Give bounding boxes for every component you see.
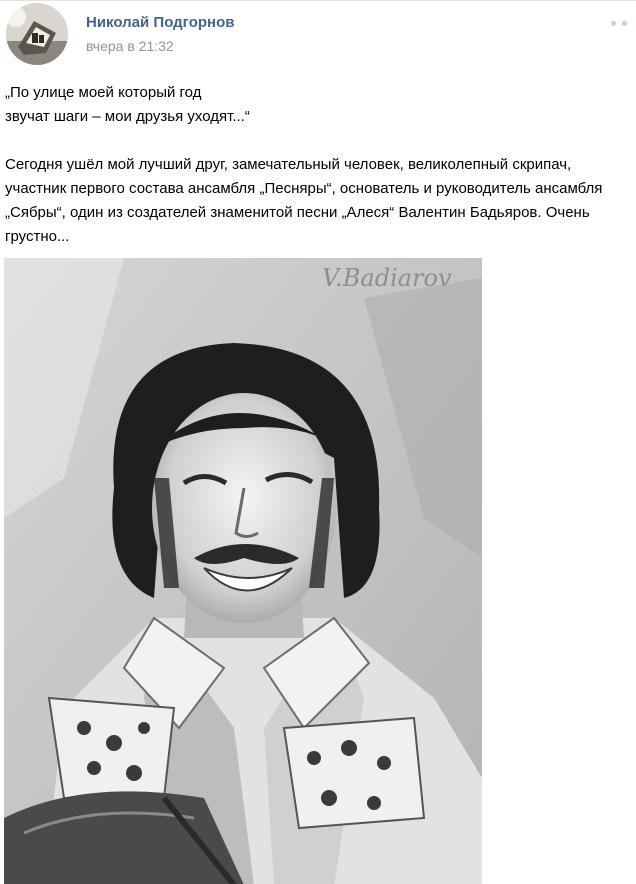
avatar-image — [6, 3, 68, 65]
quote-line-2: звучат шаги – мои друзья уходят...“ — [5, 108, 250, 125]
photo-signature: V.Badiarov — [322, 264, 452, 292]
post-text — [5, 81, 633, 249]
quote-line-1: „По улице моей который год — [5, 84, 202, 101]
post-photo[interactable] — [4, 258, 482, 884]
post-date-link[interactable]: вчера в 21:32 — [86, 38, 174, 54]
avatar[interactable] — [6, 3, 68, 65]
more-dots-icon[interactable] — [608, 17, 632, 31]
post-body: Сегодня ушёл мой лучший друг, замечательный человек, великолепный скрипач, участник первого состава ансамбля „Песняры“, основатель и руководитель ансамбля „Сябры“, один из создателей знаменитой песни „Алеся“ Валентин Бадьяров. Очень грустно... — [5, 156, 603, 245]
author-name-link[interactable]: Николай Подгорнов — [86, 14, 235, 31]
